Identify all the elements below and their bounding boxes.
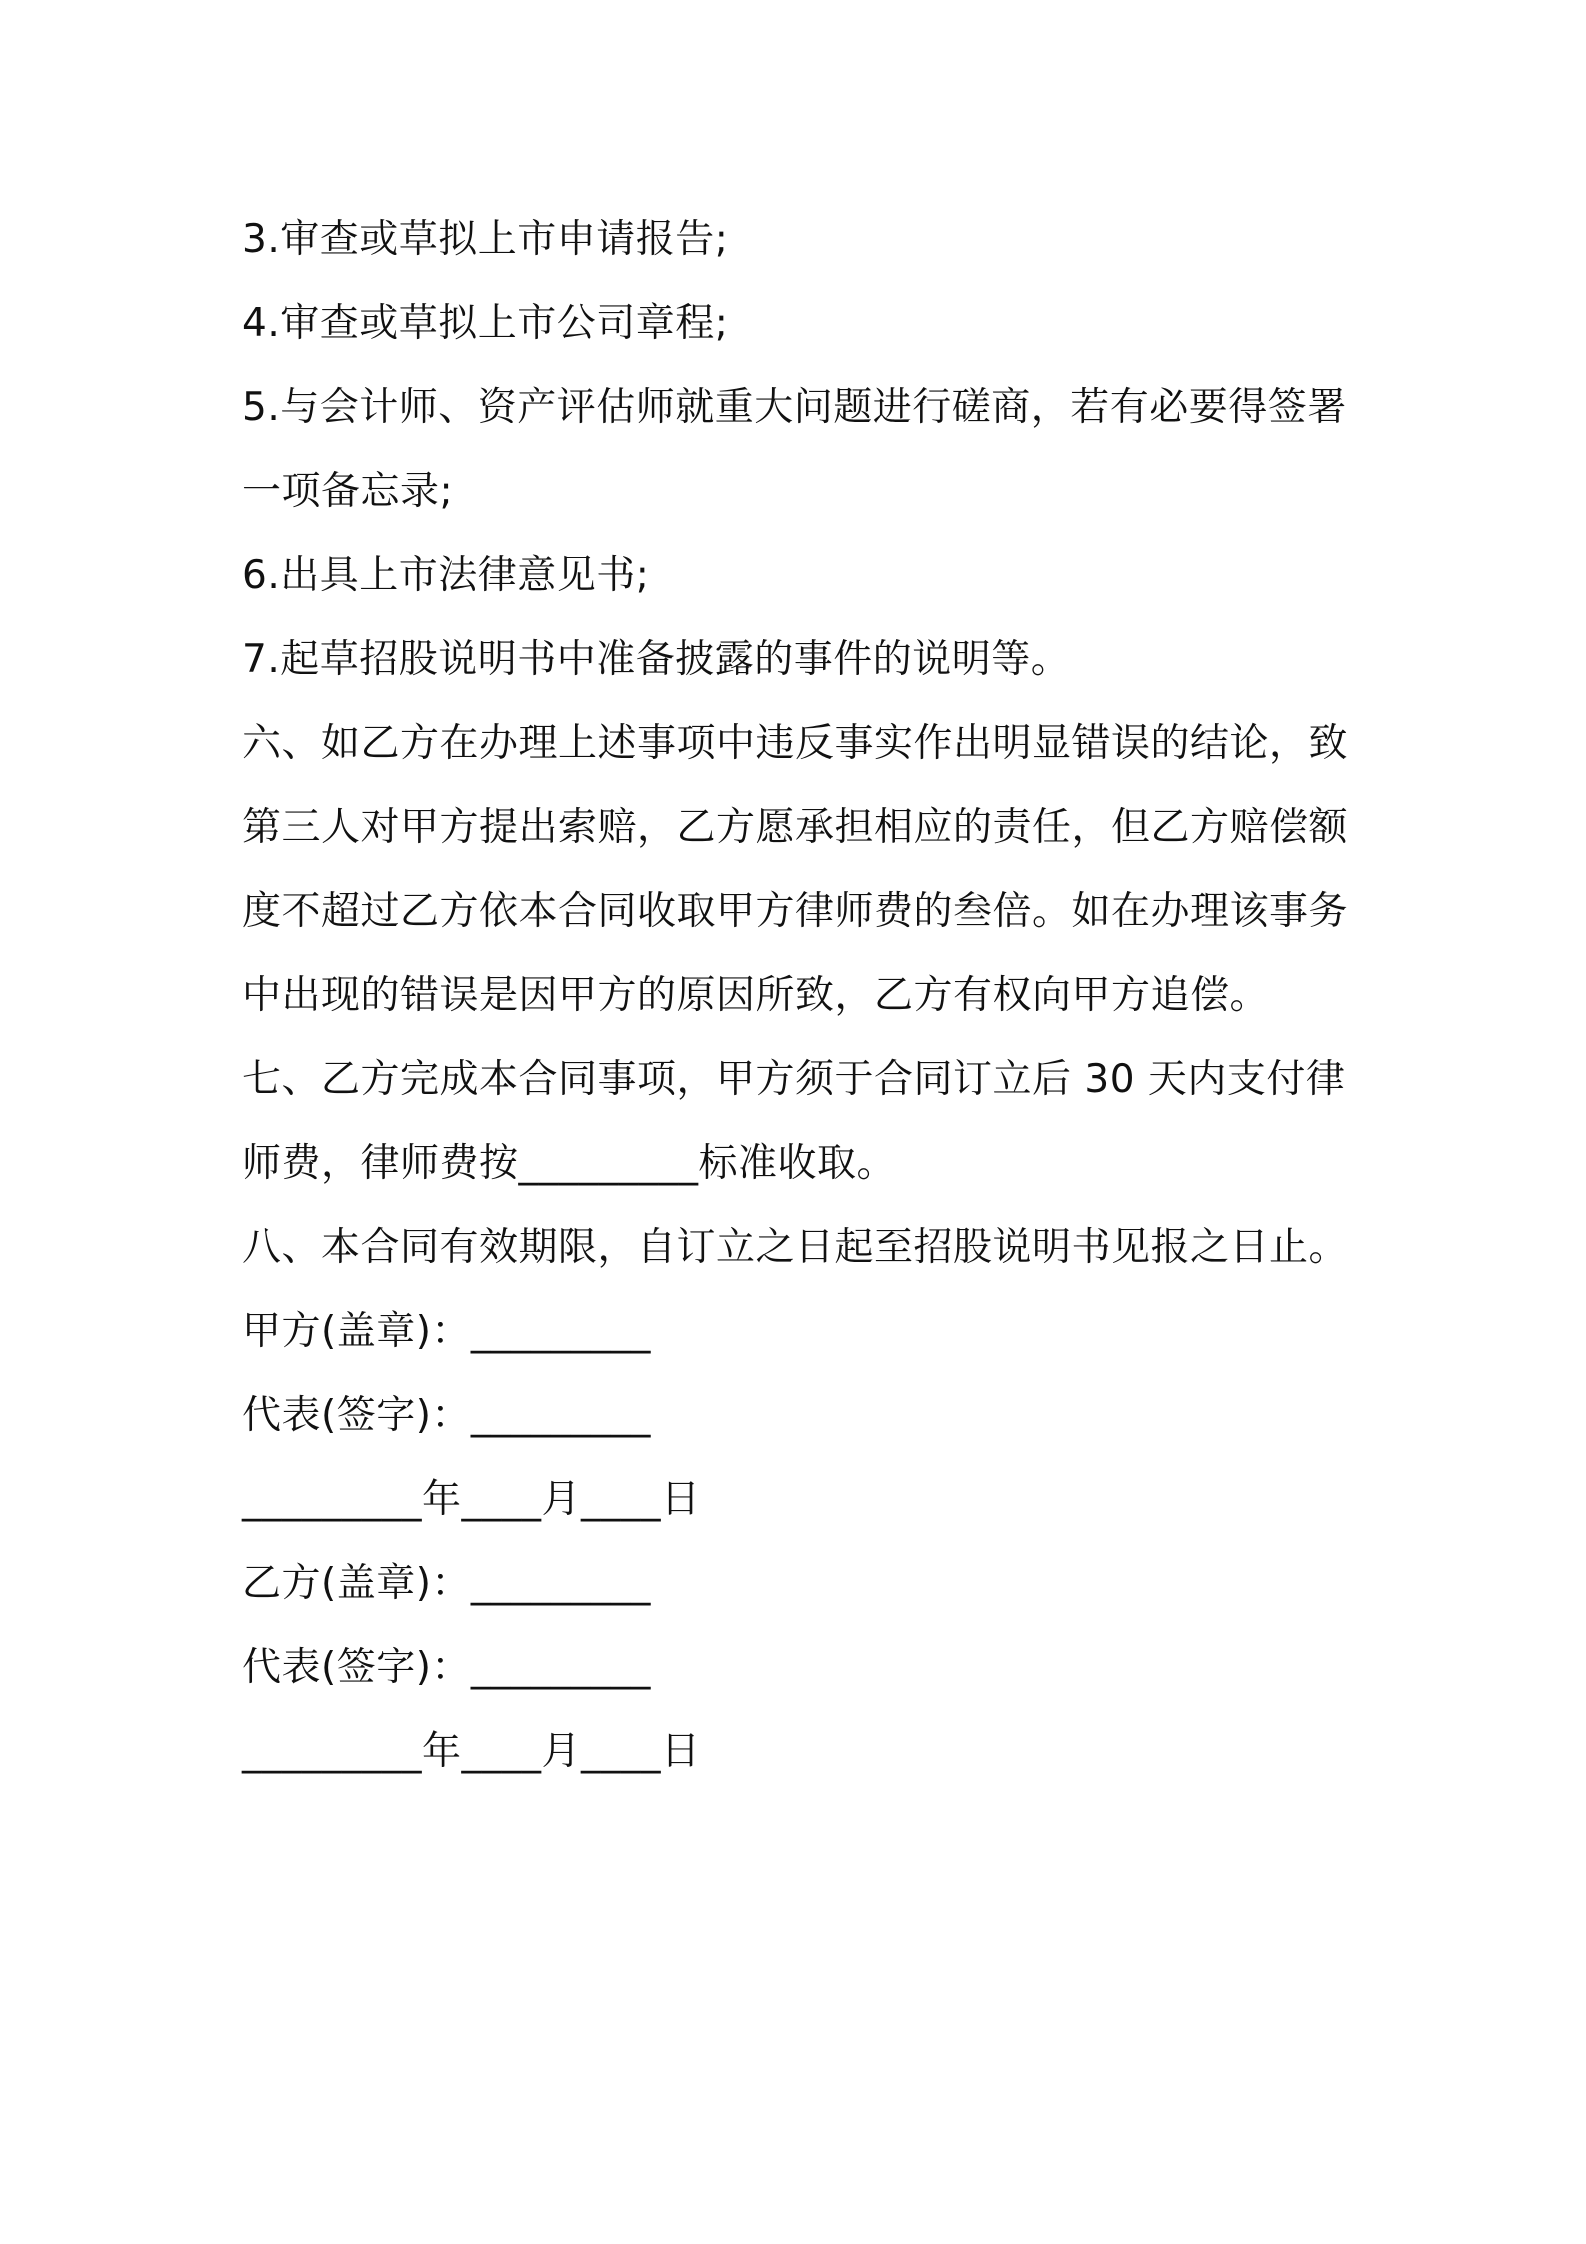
clause-item-5-line-2: 一项备忘录;: [242, 469, 454, 514]
contract-body: [242, 198, 1362, 1794]
clause-item-4: 4.审查或草拟上市公司章程;: [242, 301, 729, 346]
section-six-line-1: 六、如乙方在办理上述事项中违反事实作出明显错误的结论，致: [242, 721, 1349, 766]
party-b-date-line: _________年____月____日: [242, 1729, 701, 1774]
party-a-representative-line: 代表(签字)：_________: [242, 1393, 651, 1438]
clause-item-5-line-1: 5.与会计师、资产评估师就重大问题进行磋商，若有必要得签署: [242, 385, 1347, 430]
section-six-line-2: 第三人对甲方提出索赔，乙方愿承担相应的责任，但乙方赔偿额: [242, 805, 1349, 850]
section-seven-line-1: 七、乙方完成本合同事项，甲方须于合同订立后 30 天内支付律: [242, 1057, 1346, 1102]
party-b-seal-line: 乙方(盖章)：_________: [242, 1561, 651, 1606]
clause-item-6: 6.出具上市法律意见书;: [242, 553, 650, 598]
clause-item-3: 3.审查或草拟上市申请报告;: [242, 217, 729, 262]
section-six-line-4: 中出现的错误是因甲方的原因所致，乙方有权向甲方追偿。: [242, 973, 1270, 1018]
clause-item-7: 7.起草招股说明书中准备披露的事件的说明等。: [242, 637, 1071, 682]
section-eight: 八、本合同有效期限，自订立之日起至招股说明书见报之日止。: [242, 1225, 1349, 1270]
section-seven-line-2: 师费，律师费按_________标准收取。: [242, 1141, 897, 1186]
party-b-representative-line: 代表(签字)：_________: [242, 1645, 651, 1690]
party-a-date-line: _________年____月____日: [242, 1477, 701, 1522]
section-six-line-3: 度不超过乙方依本合同收取甲方律师费的叁倍。如在办理该事务: [242, 889, 1349, 934]
party-a-seal-line: 甲方(盖章)：_________: [242, 1309, 651, 1354]
